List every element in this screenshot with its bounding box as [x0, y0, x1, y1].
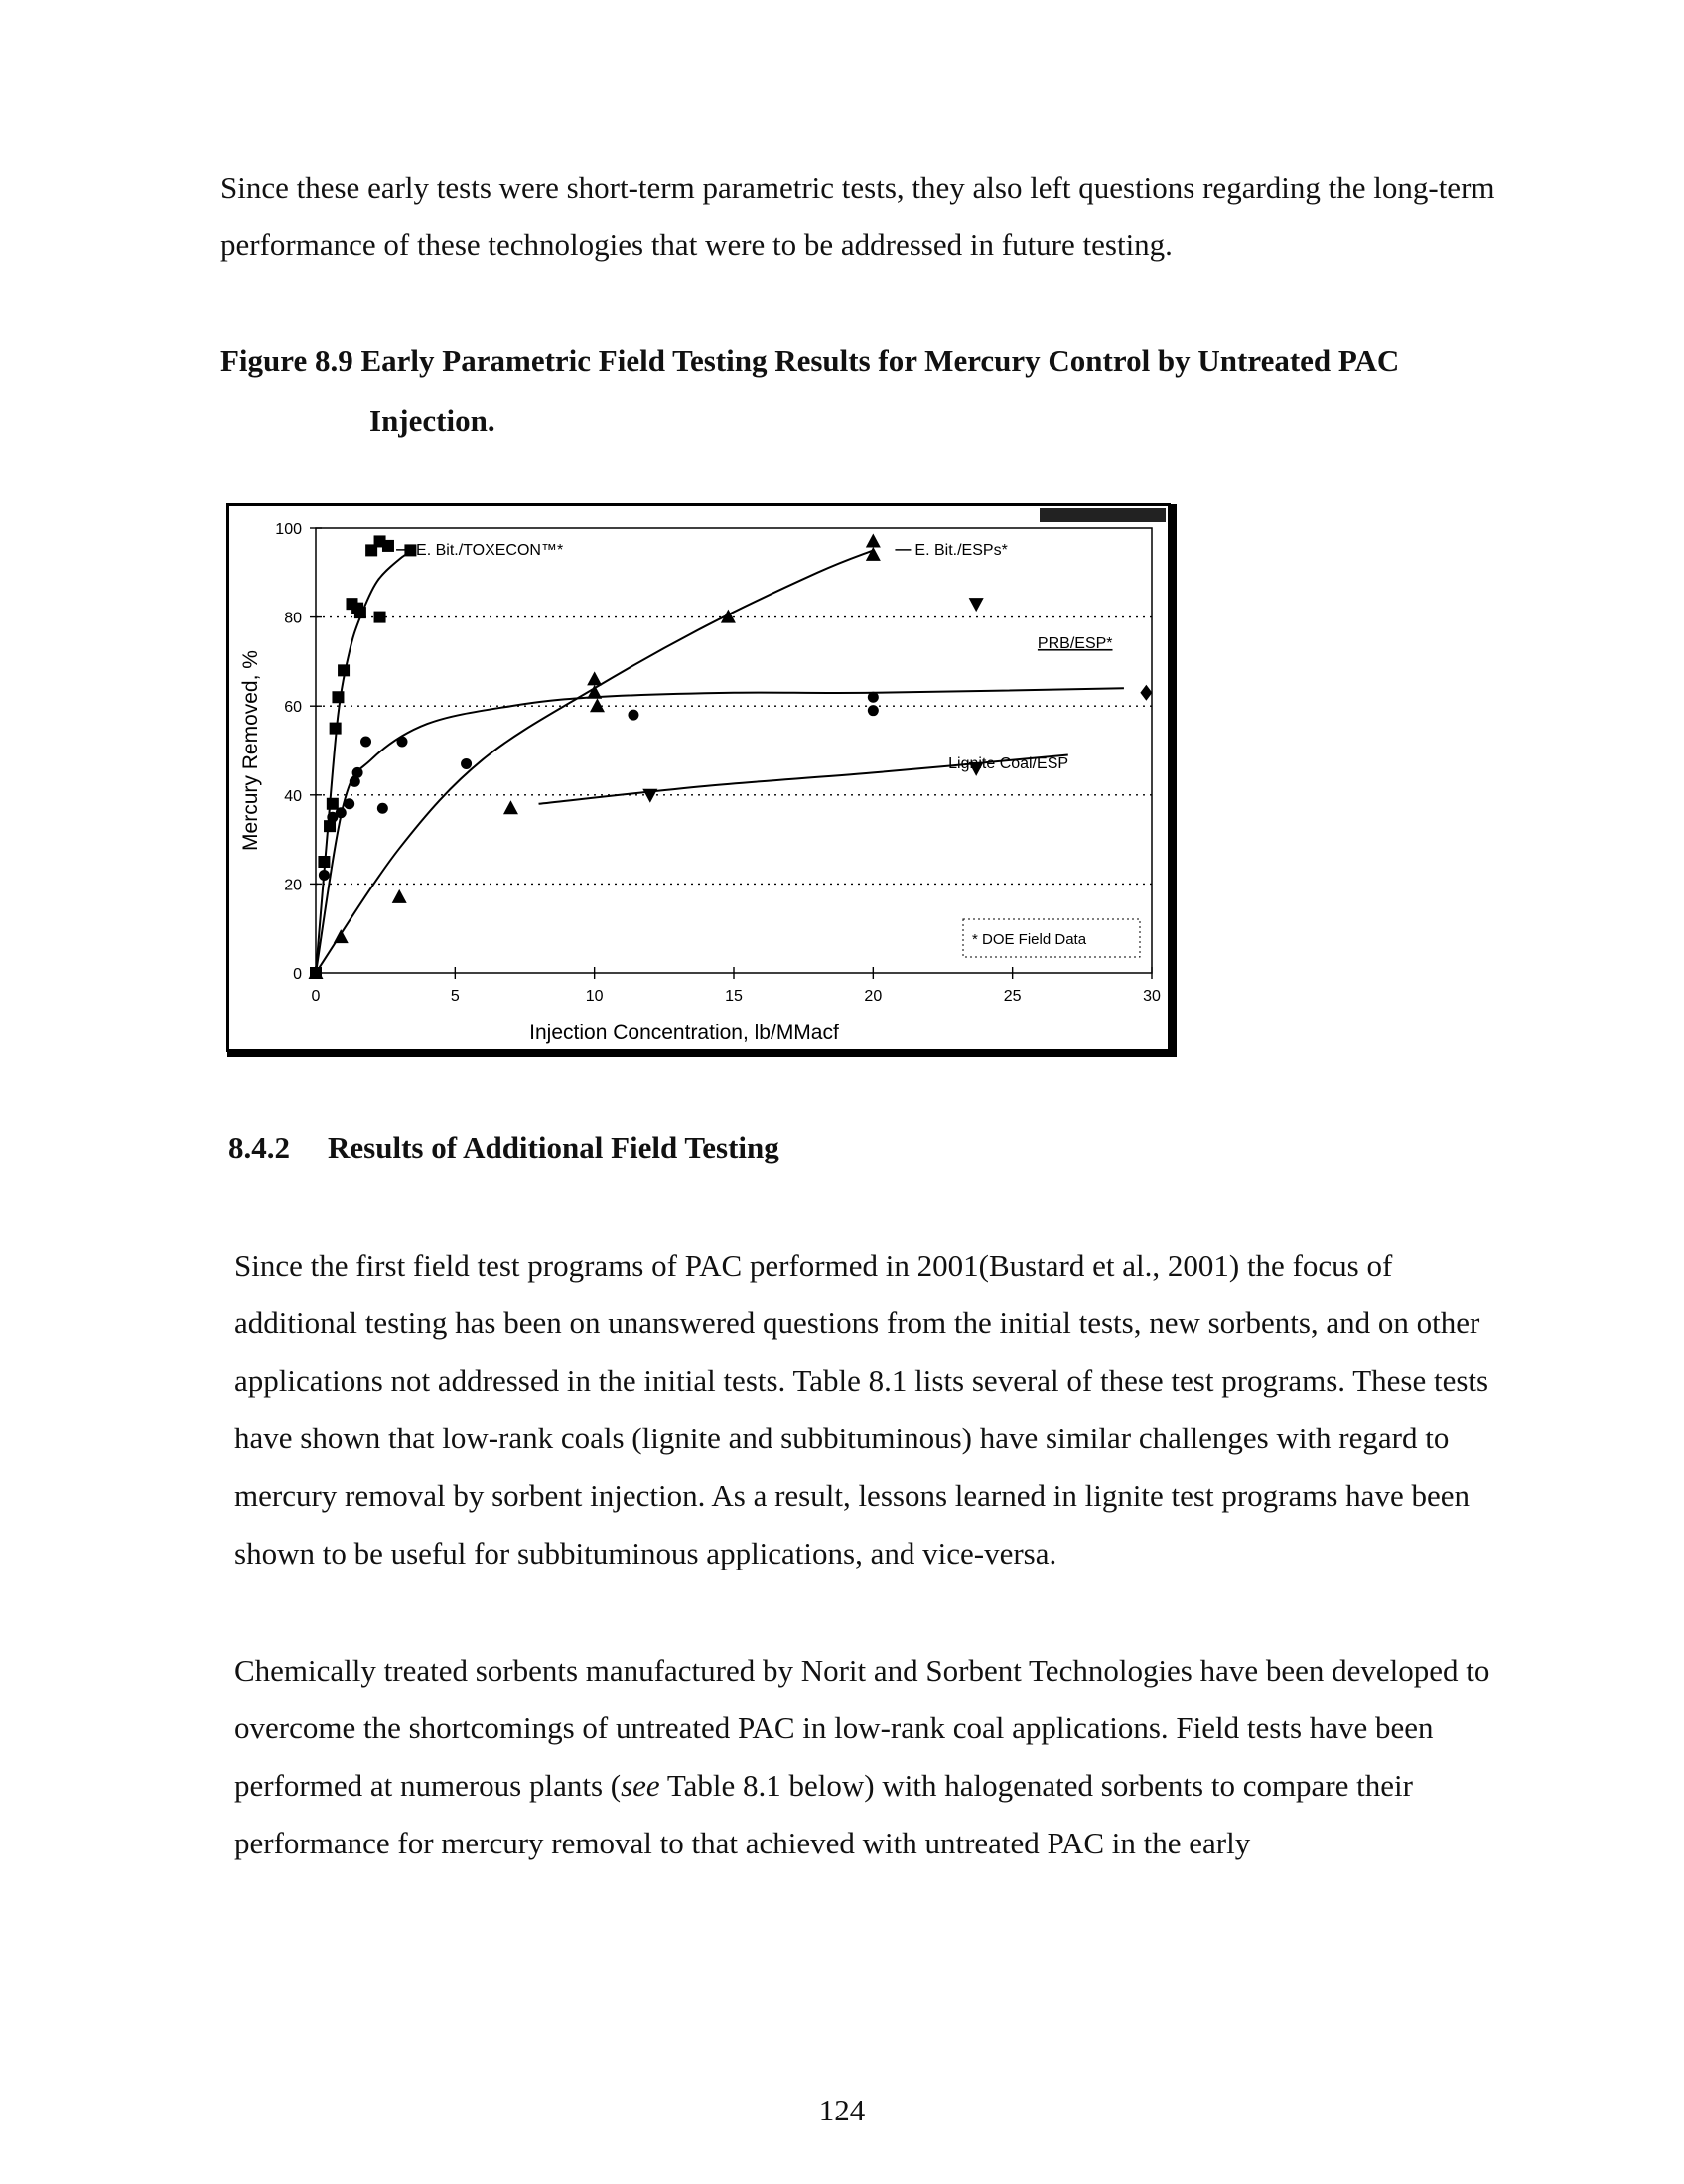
- x-tick-label-5: 5: [450, 988, 460, 1005]
- figure-caption-line2: Injection.: [369, 403, 495, 438]
- y-tick-label-0: 0: [293, 966, 302, 983]
- series-0-point-4: [330, 723, 342, 735]
- paragraph-3-part-2: Table 8.1 below) with halogenated sorbents to compare their performance for mercury removal to that achieved with untreated PAC in the early: [234, 1768, 1413, 1860]
- x-axis-label: Injection Concentration, lb/MMacf: [529, 1022, 839, 1044]
- series-0-point-10: [374, 612, 386, 623]
- y-tick-label-100: 100: [275, 521, 302, 538]
- body-paragraph-3: [234, 1642, 1515, 1872]
- doe-field-data-note: * DOE Field Data: [972, 931, 1087, 948]
- x-tick-label-30: 30: [1143, 988, 1161, 1005]
- figure-caption: [220, 332, 1511, 451]
- section-heading: [228, 1128, 779, 1167]
- series-1-label: E. Bit./ESPs*: [914, 541, 1008, 559]
- series-0-point-5: [332, 691, 344, 703]
- series-2-point-6: [360, 737, 371, 748]
- series-2-point-10: [628, 710, 638, 721]
- figure-border: [228, 505, 1170, 1051]
- y-tick-label-40: 40: [284, 787, 302, 805]
- y-tick-label-80: 80: [284, 610, 302, 627]
- series-2-point-8: [377, 803, 388, 814]
- series-2-point-3: [344, 798, 354, 809]
- series-0-label: E. Bit./TOXECON™*: [416, 541, 564, 559]
- x-tick-label-25: 25: [1003, 988, 1022, 1005]
- series-2-point-9: [461, 758, 472, 769]
- series-0-point-6: [338, 664, 350, 676]
- series-2-point-11: [868, 692, 879, 703]
- figure-shadow-right: [1169, 504, 1177, 1056]
- paragraph-3-see: see: [621, 1768, 660, 1803]
- x-tick-label-0: 0: [311, 988, 321, 1005]
- mercury-removal-chart: [226, 503, 1177, 1057]
- x-tick-label-15: 15: [725, 988, 743, 1005]
- page-number: 124: [818, 2093, 866, 2127]
- x-tick-label-20: 20: [864, 988, 883, 1005]
- figure-caption-line1: Figure 8.9 Early Parametric Field Testing Results for Mercury Control by Untreated PAC: [220, 343, 1400, 378]
- series-2-point-2: [336, 807, 347, 818]
- figure-shadow-bottom: [227, 1049, 1177, 1057]
- series-3-label: Lignite Coal/ESP: [948, 754, 1069, 772]
- intro-paragraph: Since these early tests were short-term parametric tests, they also left questions regarding the long-term performance of these technologies that were to be addressed in future testing.: [220, 170, 1495, 262]
- series-2-label: PRB/ESP*: [1037, 634, 1113, 652]
- series-0-point-9: [354, 607, 366, 618]
- y-tick-label-60: 60: [284, 699, 302, 717]
- series-2-point-0: [319, 870, 330, 881]
- section-number: 8.4.2: [228, 1130, 290, 1164]
- mercury-removal-figure: [226, 503, 1177, 1057]
- series-2-point-5: [352, 767, 363, 778]
- y-axis-label: Mercury Removed, %: [239, 650, 262, 851]
- series-0-point-13: [382, 540, 394, 552]
- figure-corner-mark: [1040, 508, 1166, 522]
- series-2-point-12: [868, 705, 879, 716]
- section-title: Results of Additional Field Testing: [328, 1130, 779, 1164]
- y-tick-label-20: 20: [284, 877, 302, 894]
- series-2-point-7: [397, 737, 408, 748]
- body-paragraph-2: Since the first field test programs of PAC performed in 2001(Bustard et al., 2001) the focus of additional testing has been on unanswered questions from the initial tests, new sorbents, and on other applications not addressed in the initial tests. Table 8.1 lists several of these test programs. These tests have shown that low-rank coals (lignite and subbituminous) have similar challenges with regard to mercury removal by sorbent injection. As a result, lessons learned in lignite test programs have been shown to be useful for subbituminous applications, and vice-versa.: [234, 1248, 1489, 1570]
- series-0-point-3: [327, 798, 339, 810]
- paragraph-3-part-1: Chemically treated sorbents manufactured by Norit and Sorbent Technologies have been developed to overcome the shortcomings of untreated PAC in low-rank coal applications. Field tests have been performed at numerous plants (: [234, 1653, 1490, 1803]
- series-0-point-1: [318, 856, 330, 868]
- x-tick-label-10: 10: [585, 988, 604, 1005]
